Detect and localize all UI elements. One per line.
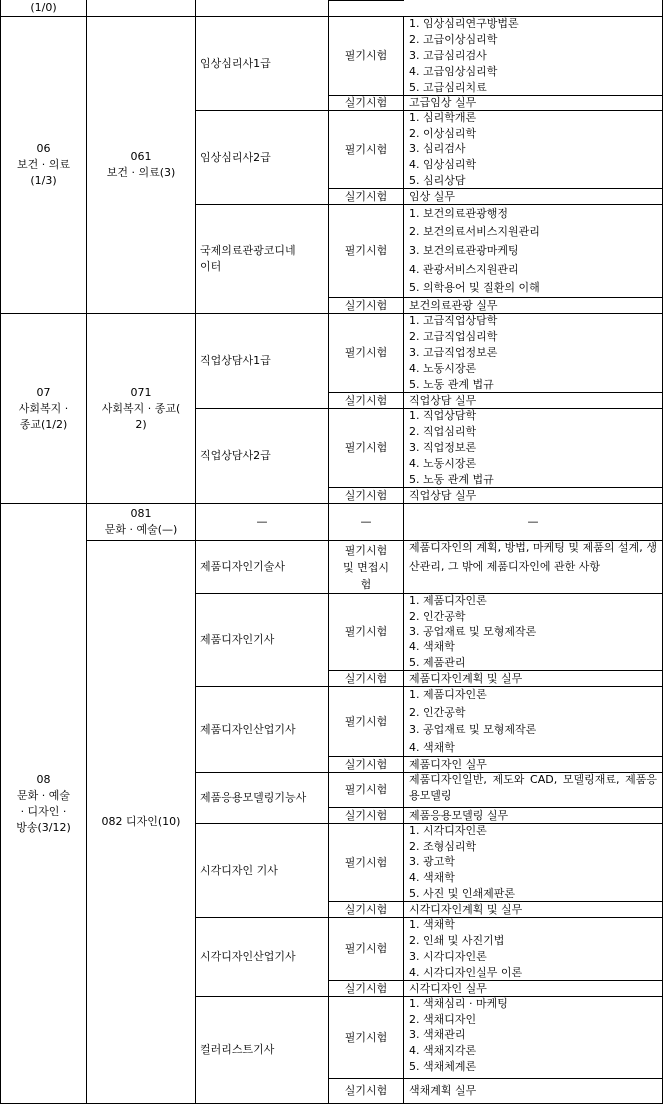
col-divider-4-top xyxy=(403,0,404,1)
qualification-name: 임상심리사1급 xyxy=(200,56,271,70)
subject-item: 3. 시각디자인론 xyxy=(409,949,487,963)
subject-item: 2. 이상심리학 xyxy=(409,126,477,140)
subject-item: 5. 고급심리치료 xyxy=(409,80,487,94)
written-subjects xyxy=(409,917,661,980)
subgroup-code: 081 xyxy=(130,507,152,520)
group-name: 문화 · 예술 xyxy=(17,788,70,802)
empty-dash: — xyxy=(360,515,372,528)
top-row-ratio: (1/0) xyxy=(30,1,57,14)
subgroup-code: 061 xyxy=(130,150,152,163)
col-divider-2 xyxy=(195,0,196,1104)
subject-item: 5. 색채체계론 xyxy=(409,1059,477,1073)
group-07-cell xyxy=(1,314,86,503)
qualification-name xyxy=(200,205,327,313)
subject-item: 2. 고급직업심리학 xyxy=(409,330,498,344)
qualification-name: 제품응용모델링기능사 xyxy=(200,791,307,804)
subject-item: 2. 색채디자인 xyxy=(409,1012,477,1026)
written-exam-label: 필기시험 xyxy=(344,49,388,62)
written-exam-label: 필기시험 xyxy=(344,625,388,638)
subject-item: 4. 고급임상심리학 xyxy=(409,64,498,78)
written-subjects-text: 제품디자인일반, 제도와 CAD, 모델링재료, 제품응용모델링 xyxy=(409,773,657,802)
practical-exam-label: 실기시험 xyxy=(344,189,388,203)
subgroup-name: 082 디자인(10) xyxy=(101,815,181,828)
empty-dash: — xyxy=(527,515,539,528)
group-ratio: (1/3) xyxy=(30,174,57,187)
written-subjects xyxy=(409,686,661,756)
practical-subject: 임상 실무 xyxy=(409,189,456,203)
subject-item: 1. 고급직업상담학 xyxy=(409,314,498,328)
subject-item: 5. 심리상담 xyxy=(409,173,466,187)
written-exam-label: 필기시험 xyxy=(344,441,388,454)
subject-item: 1. 색채학 xyxy=(409,918,455,932)
subject-item: 1. 심리학개론 xyxy=(409,111,477,125)
subject-item: 1. 제품디자인론 xyxy=(409,688,487,702)
subgroup-name-2: 2) xyxy=(135,417,147,431)
exam-label-line: 험 xyxy=(360,577,372,591)
practical-subject: 색채계획 실무 xyxy=(409,1084,477,1097)
subgroup-082-cell xyxy=(87,541,195,1103)
written-subjects xyxy=(409,204,661,297)
subject-item: 4. 시각디자인실무 이론 xyxy=(409,965,523,979)
subject-item: 3. 심리검사 xyxy=(409,142,466,156)
qualification-name-line: 국제의료관광코디네 xyxy=(200,244,296,257)
subject-item: 4. 노동시장론 xyxy=(409,361,477,375)
practical-exam-label: 실기시험 xyxy=(344,393,388,407)
written-subjects xyxy=(409,16,661,95)
practical-exam-label: 실기시험 xyxy=(344,808,388,822)
practical-subject: 제품응용모델링 실무 xyxy=(409,808,509,822)
subject-item: 2. 직업심리학 xyxy=(409,425,477,439)
subject-item: 1. 시각디자인론 xyxy=(409,824,487,838)
written-exam-label: 필기시험 xyxy=(344,783,388,796)
qualification-name: 임상심리사2급 xyxy=(200,150,271,164)
subject-item: 2. 조형심리학 xyxy=(409,839,477,853)
subgroup-name: 보건 · 의료(3) xyxy=(106,166,176,179)
exam-label-line: 및 면접시 xyxy=(342,560,389,574)
practical-exam-label: 실기시험 xyxy=(344,96,388,109)
subject-item: 3. 광고학 xyxy=(409,855,455,869)
subject-item: 3. 고급심리검사 xyxy=(409,48,487,62)
qualification-name: 컬러리스트기사 xyxy=(200,1043,275,1056)
qualification-name: 직업상담사2급 xyxy=(200,449,271,462)
col-divider-4 xyxy=(403,16,404,1104)
written-subjects xyxy=(409,408,661,487)
subject-item: 2. 보건의료서비스지원관리 xyxy=(409,225,540,239)
written-exam-label: 필기시험 xyxy=(344,942,388,955)
subject-item: 4. 색채학 xyxy=(409,640,455,654)
practical-exam-label: 실기시험 xyxy=(344,981,388,995)
subgroup-081-cell xyxy=(87,504,195,540)
written-exam-label: 필기시험 xyxy=(344,142,388,156)
subject-item: 3. 색채관리 xyxy=(409,1028,466,1042)
practical-subject: 시각디자인 실무 xyxy=(409,981,487,995)
qualification-name: 직업상담사1급 xyxy=(200,354,271,367)
written-exam-label: 필기시험 xyxy=(344,244,388,257)
group-name: 사회복지 · xyxy=(18,401,69,415)
group-code: 06 xyxy=(36,142,51,155)
group-06-cell xyxy=(1,17,86,313)
subgroup-071-cell xyxy=(87,314,195,503)
row-line xyxy=(328,0,403,1)
subject-item: 1. 임상심리연구방법론 xyxy=(409,17,519,31)
subject-item: 2. 고급이상심리학 xyxy=(409,33,498,47)
practical-exam-label: 실기시험 xyxy=(344,488,388,502)
group-08-cell xyxy=(1,504,86,1103)
group-code: 08 xyxy=(36,772,51,786)
written-exam-label: 필기시험 xyxy=(344,1030,388,1044)
subject-item: 5. 노동 관계 법규 xyxy=(409,472,494,486)
qualification-name: 제품디자인기사 xyxy=(200,633,275,646)
subject-item: 3. 공업재료 및 모형제작론 xyxy=(409,723,537,737)
subject-item: 1. 색채심리 · 마케팅 xyxy=(409,997,508,1011)
practical-subject: 제품디자인계획 및 실무 xyxy=(409,671,523,685)
subgroup-code: 071 xyxy=(130,385,152,399)
qualification-name: 제품디자인산업기사 xyxy=(200,722,296,736)
written-subjects xyxy=(409,110,661,188)
subject-item: 3. 보건의료관광마케팅 xyxy=(409,243,519,257)
group-name-2: 종교(1/2) xyxy=(19,417,68,431)
subject-item: 1. 보건의료관광행정 xyxy=(409,206,508,220)
practical-exam-label: 실기시험 xyxy=(344,671,388,685)
subject-item: 4. 임상심리학 xyxy=(409,158,477,172)
subject-item: 5. 사진 및 인쇄제판론 xyxy=(409,886,515,900)
practical-subject: 고급임상 실무 xyxy=(409,96,477,109)
subject-item: 1. 직업상담학 xyxy=(409,409,477,423)
exam-label-line: 필기시험 xyxy=(344,543,388,557)
group-name-2: · 디자인 · xyxy=(20,804,67,818)
practical-subject: 보건의료관광 실무 xyxy=(409,298,498,312)
subject-item: 4. 색채지각론 xyxy=(409,1044,477,1058)
subject-item: 2. 인간공학 xyxy=(409,705,466,719)
group-name-3: 방송(3/12) xyxy=(16,820,71,834)
subgroup-061-cell xyxy=(87,17,195,313)
qualification-name: 시각디자인 기사 xyxy=(200,863,278,877)
practical-exam-label: 실기시험 xyxy=(344,1084,388,1097)
practical-subject: 직업상담 실무 xyxy=(409,488,477,502)
qualification-name-line: 이터 xyxy=(200,260,222,273)
subject-item: 1. 제품디자인론 xyxy=(409,594,487,608)
empty-dash: — xyxy=(256,515,268,528)
written-subjects xyxy=(409,593,661,670)
subject-item: 5. 노동 관계 법규 xyxy=(409,377,494,391)
subject-item: 5. 의학용어 및 질환의 이해 xyxy=(409,281,540,295)
subject-item: 2. 인쇄 및 사진기법 xyxy=(409,934,505,948)
practical-exam-label: 실기시험 xyxy=(344,902,388,916)
written-exam-label: 필기시험 xyxy=(344,714,388,728)
exam-label xyxy=(329,541,403,593)
written-subjects xyxy=(409,823,661,901)
subject-item: 4. 색채학 xyxy=(409,871,455,885)
practical-subject: 직업상담 실무 xyxy=(409,393,477,407)
subject-item: 3. 직업정보론 xyxy=(409,440,477,454)
written-subjects xyxy=(409,313,661,392)
subject-item: 5. 제품관리 xyxy=(409,655,466,669)
subject-item: 2. 인간공학 xyxy=(409,609,466,623)
exam-subjects-text: 제품디자인의 계획, 방법, 마케팅 및 제품의 설계, 생산관리, 그 밖에 제품디자인에 관한 사항 xyxy=(409,541,657,573)
written-exam-label: 필기시험 xyxy=(344,346,388,359)
practical-exam-label: 실기시험 xyxy=(344,298,388,312)
subject-item: 3. 고급직업정보론 xyxy=(409,345,498,359)
practical-exam-label: 실기시험 xyxy=(344,757,388,771)
subject-item: 4. 색채학 xyxy=(409,740,455,754)
practical-subject: 시각디자인계획 및 실무 xyxy=(409,902,523,916)
group-code: 07 xyxy=(36,385,51,399)
subgroup-name: 문화 · 예술(—) xyxy=(104,523,178,536)
qualification-name: 제품디자인기술사 xyxy=(200,560,286,573)
written-exam-label: 필기시험 xyxy=(344,855,388,869)
group-name: 보건 · 의료 xyxy=(17,158,70,171)
subgroup-name: 사회복지 · 종교( xyxy=(101,401,181,415)
practical-subject: 제품디자인 실무 xyxy=(409,757,487,771)
qualification-name: 시각디자인산업기사 xyxy=(200,950,296,963)
subject-item: 4. 관광서비스지원관리 xyxy=(409,262,519,276)
subject-item: 4. 노동시장론 xyxy=(409,456,477,470)
subject-item: 3. 공업재료 및 모형제작론 xyxy=(409,624,537,638)
written-subjects xyxy=(409,996,661,1074)
